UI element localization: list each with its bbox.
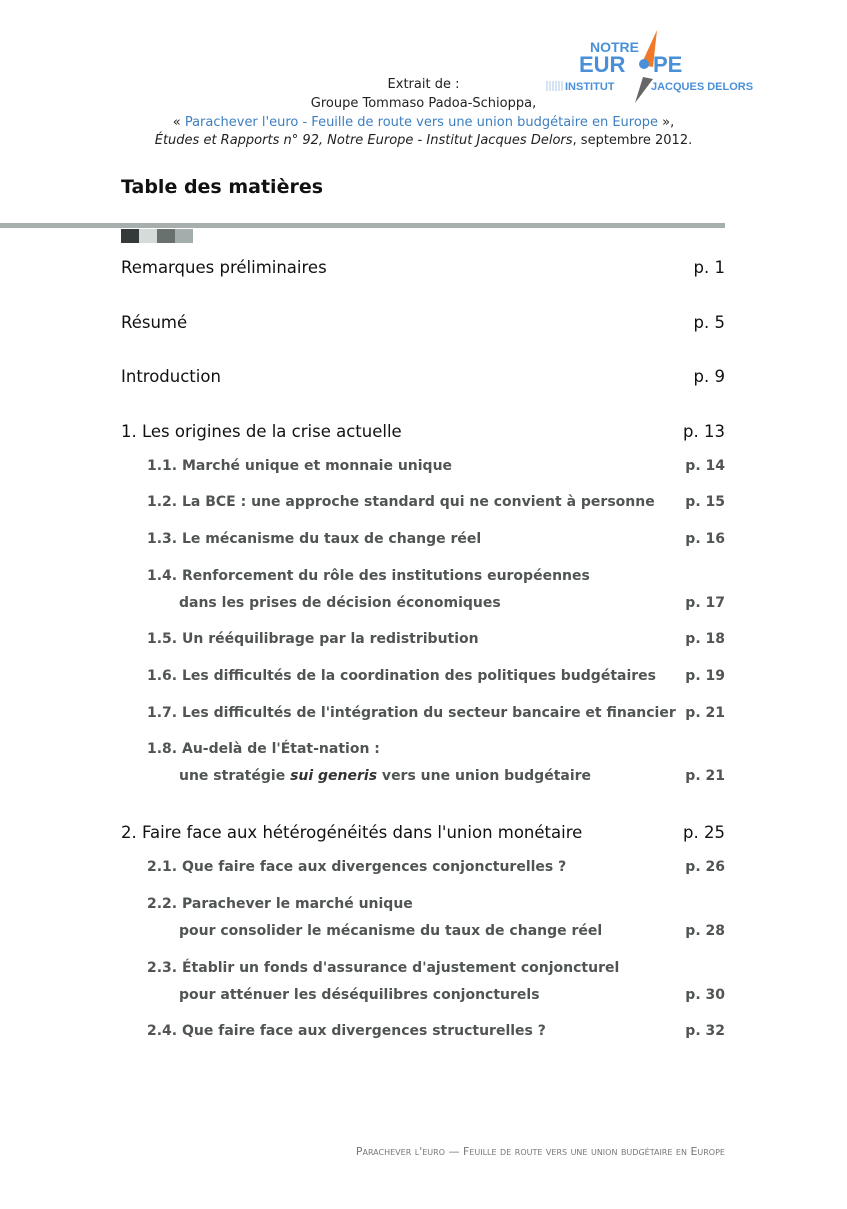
entry-page: p. 1 [693,258,725,277]
entry-label: 1.7. Les difficultés de l'intégration du secteur bancaire et financier [147,705,676,721]
entry-label-cont [147,763,591,790]
entry-page: p. 21 [685,768,725,784]
entry-page: p. 30 [685,987,725,1003]
entry-page: p. 14 [685,458,725,474]
entry-page: p. 5 [693,313,725,332]
entry-page: p. 26 [685,859,725,875]
entry-label-cont: pour consolider le mécanisme du taux de change réel [179,923,603,939]
decor-square [157,229,175,243]
entry-page: p. 16 [685,531,725,547]
svg-text:PE: PE [653,52,683,77]
entry-label: 2.1. Que faire face aux divergences conjoncturelles ? [147,859,567,875]
entry-page: p. 17 [685,595,725,611]
publication-info [0,131,847,150]
svg-text:JACQUES DELORS: JACQUES DELORS [651,81,754,93]
toc-subentry[interactable] [147,626,725,653]
toc-entry[interactable] [121,257,725,279]
svg-text:NOTRE: NOTRE [590,39,639,55]
entry-page: p. 13 [683,422,725,441]
entry-label: Introduction [121,367,221,386]
toc-subentry[interactable] [147,854,725,881]
divider-rule [0,223,725,228]
entry-label: 2. Faire face aux hétérogénéités dans l'union monétaire [121,823,583,842]
page-footer: Parachever l'euro — Feuille de route vers une union budgétaire en Europe [355,1145,725,1158]
toc-subentry[interactable] [147,955,725,1009]
entry-label: 2.3. Établir un fonds d'assurance d'ajustement conjoncturel [147,960,620,976]
entry-label: 2.2. Parachever le marché unique [147,896,413,912]
toc-title: Table des matières [121,176,324,198]
entry-label: 1. Les origines de la crise actuelle [121,422,402,441]
toc-subentry[interactable] [147,563,725,617]
entry-page: p. 19 [685,668,725,684]
entry-label: 1.2. La BCE : une approche standard qui ne convient à personne [147,494,655,510]
entry-page: p. 28 [685,923,725,939]
report-title-link[interactable]: Parachever l'euro - Feuille de route vers une union budgétaire en Europe [184,115,659,130]
toc-subentry[interactable] [147,489,725,516]
entry-page: p. 15 [685,494,725,510]
decor-square [121,229,139,243]
toc-subentry[interactable] [147,891,725,945]
toc-entry[interactable] [121,421,725,443]
entry-label: Remarques préliminaires [121,258,327,277]
toc-subentry[interactable] [147,453,725,480]
text: une stratégie [179,768,291,784]
decor-square [139,229,157,243]
entry-page: p. 25 [683,823,725,842]
extract-label: Extrait de : [387,77,460,92]
entry-label: 1.3. Le mécanisme du taux de change réel [147,531,482,547]
svg-text:INSTITUT: INSTITUT [565,81,615,93]
toc-subentry[interactable] [147,526,725,553]
toc-subentry[interactable] [147,700,725,727]
entry-page: p. 21 [685,705,725,721]
quote-open: « [172,115,185,130]
entry-label-cont: dans les prises de décision économiques [179,595,501,611]
date: , septembre 2012. [572,133,693,148]
entry-page: p. 9 [693,367,725,386]
entry-page: p. 18 [685,631,725,647]
toc-entry[interactable] [121,312,725,334]
toc-subentry[interactable] [147,736,725,790]
series: Études et Rapports n° 92, Notre Europe - Institut Jacques Delors [154,133,573,148]
entry-label: 2.4. Que faire face aux divergences structurelles ? [147,1023,546,1039]
report-citation [0,113,847,132]
decor-square [175,229,193,243]
toc-subentry[interactable] [147,663,725,690]
entry-label: 1.8. Au-delà de l'État-nation : [147,741,380,757]
entry-label: 1.5. Un rééquilibrage par la redistribution [147,631,479,647]
entry-label-cont: pour atténuer les déséquilibres conjoncturels [179,987,540,1003]
svg-text:EUR: EUR [579,52,626,77]
authors: Groupe Tommaso Padoa-Schioppa, [310,96,537,111]
toc-entry[interactable] [121,366,725,388]
italic-term: sui generis [290,768,378,784]
text: vers une union budgétaire [377,768,592,784]
entry-label: 1.4. Renforcement du rôle des institutions européennes [147,568,590,584]
entry-label: Résumé [121,313,188,332]
entry-label: 1.1. Marché unique et monnaie unique [147,458,453,474]
toc-subentry[interactable] [147,1018,725,1045]
entry-page: p. 32 [685,1023,725,1039]
quote-close: », [658,115,675,130]
toc-entry[interactable] [121,822,725,844]
entry-label: 1.6. Les difficultés de la coordination des politiques budgétaires [147,668,656,684]
